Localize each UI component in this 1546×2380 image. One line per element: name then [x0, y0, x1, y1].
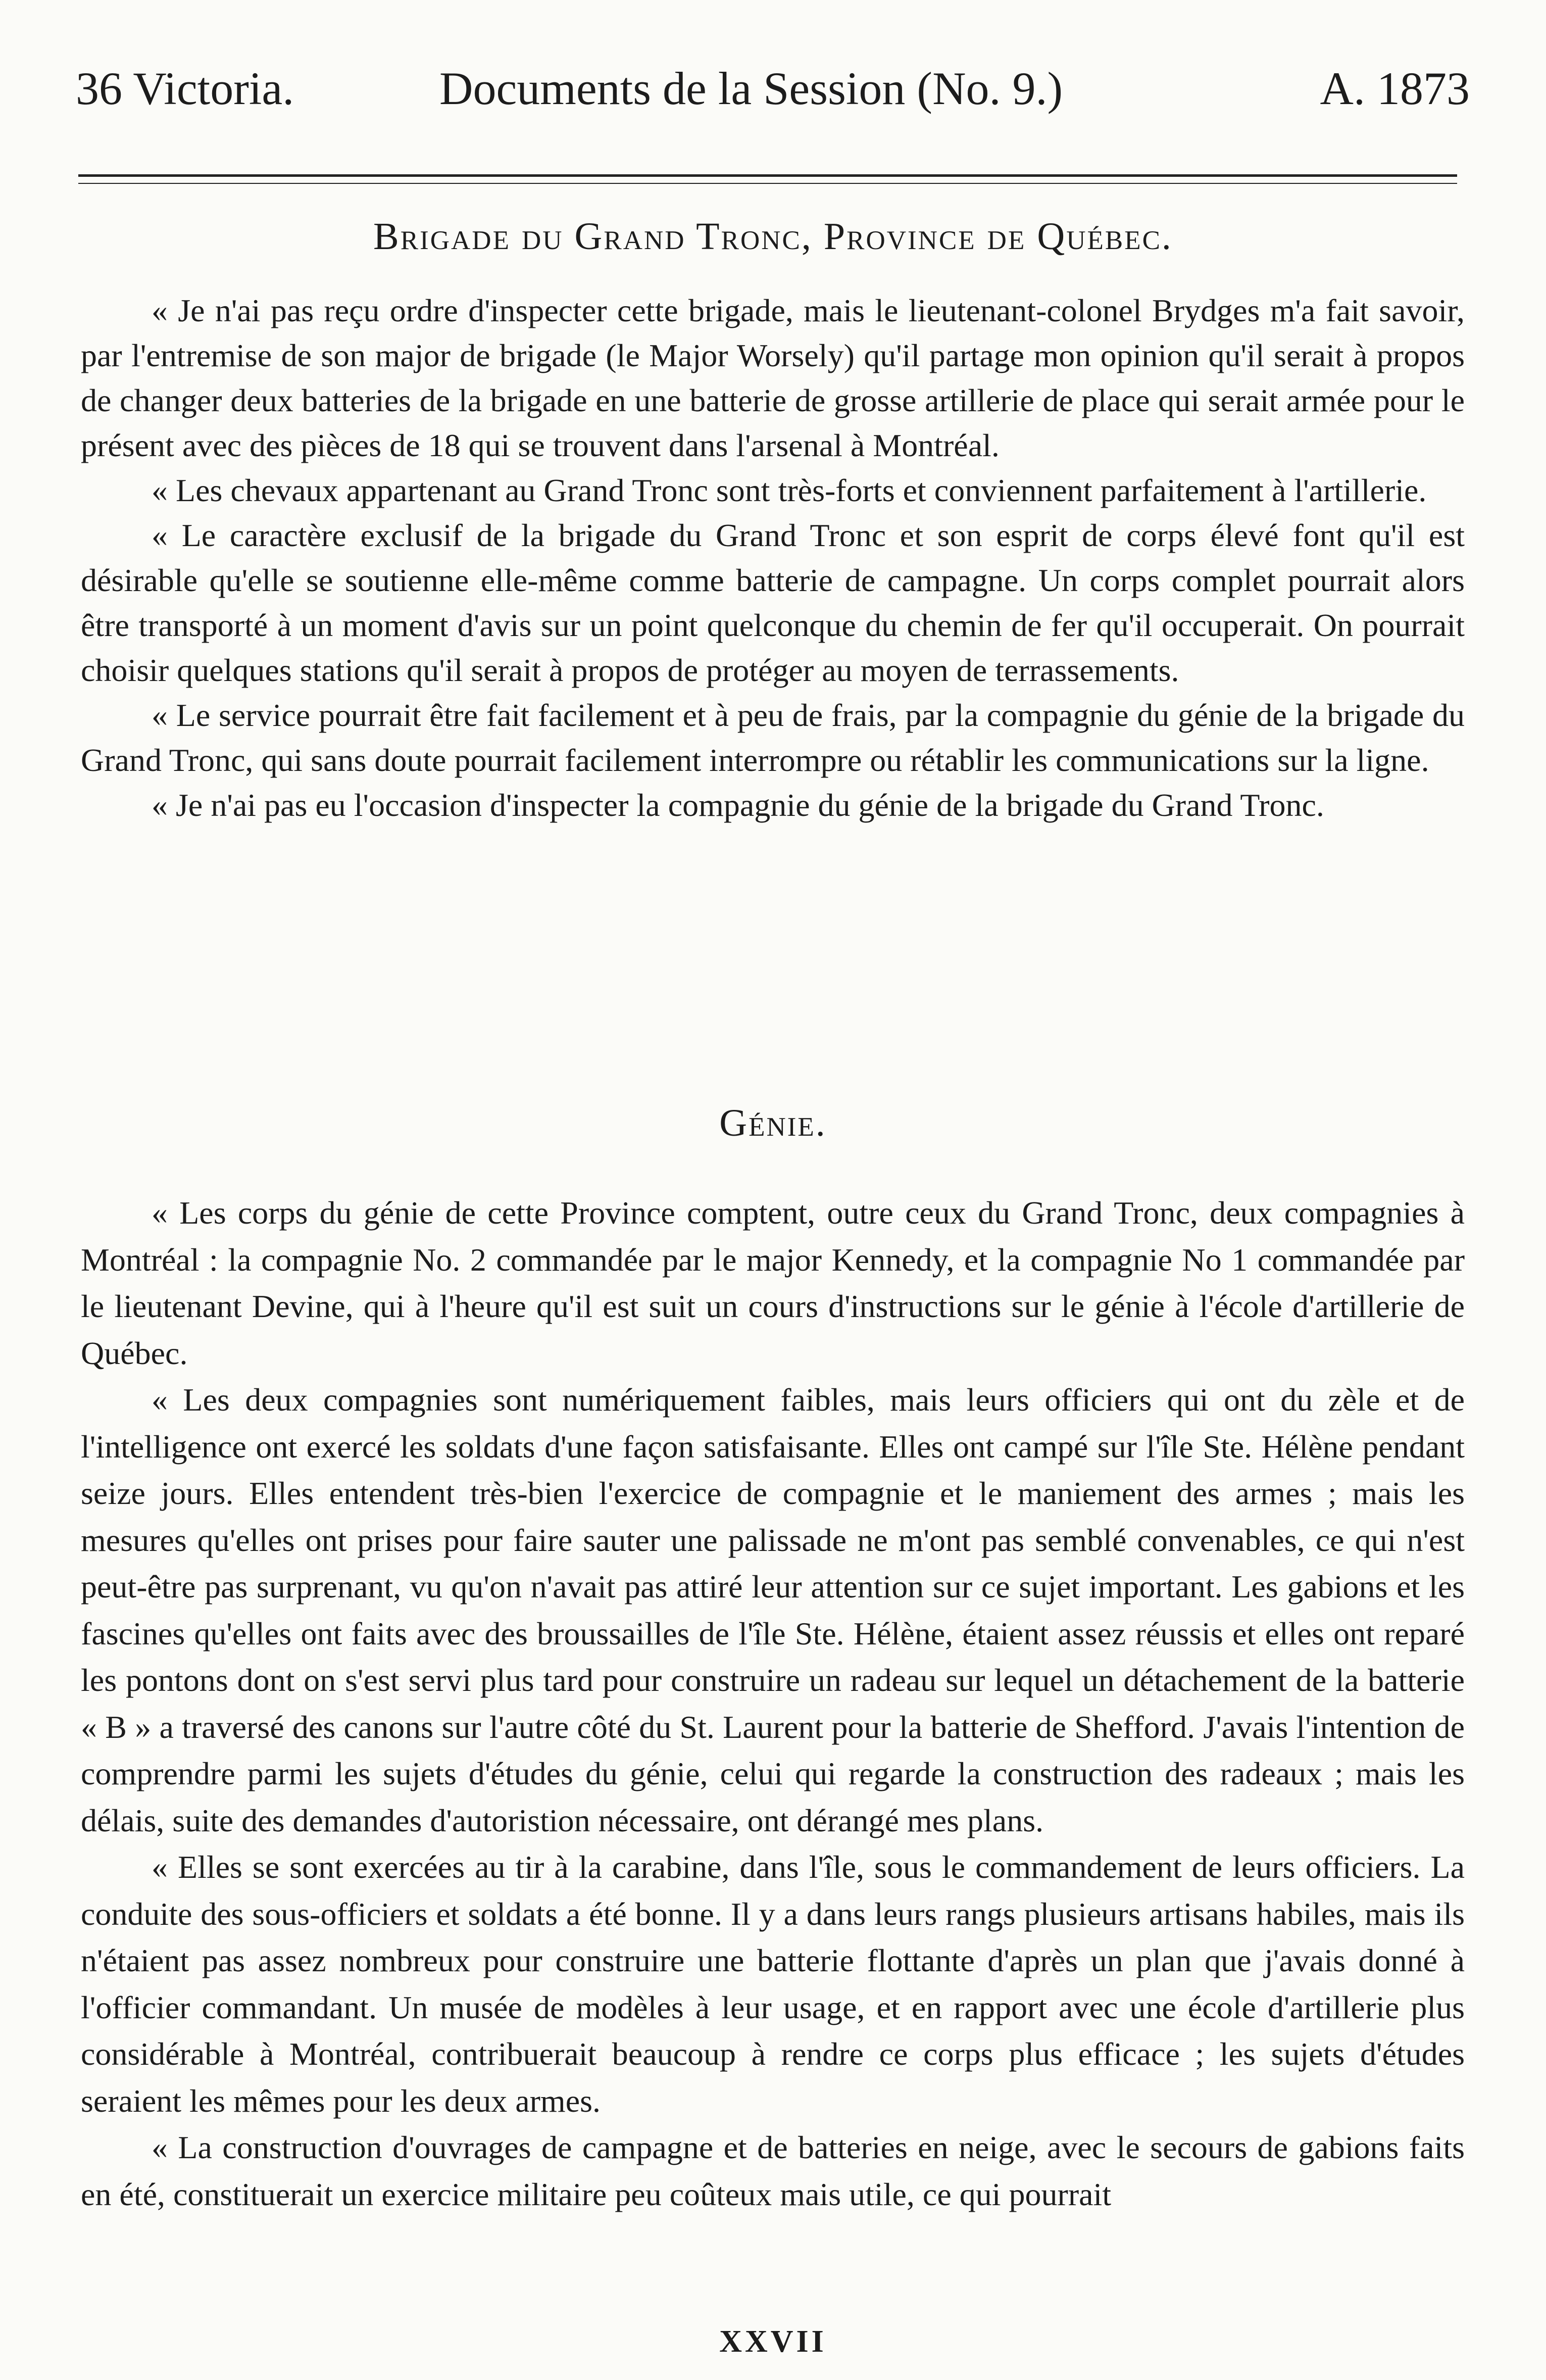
paragraph: « Je n'ai pas reçu ordre d'inspecter cette brigade, mais le lieutenant-colonel Brydges m'a fait savoir, par l'entremise de son major de brigade (le Major Worsely) qu'il partage mon opinion qu'il serait à propos de changer deux batteries de la brigade en une batterie de grosse artillerie de place qui serait armée pour le présent avec des pièces de 18 qui se trouvent dans l'arsenal à Montréal.	[81, 293, 1465, 463]
header-rule-thin	[78, 183, 1457, 184]
paragraph: « Les deux compagnies sont numériquement faibles, mais leurs officiers qui ont du zèle et de l'intelligence ont exercé les soldats d'une façon satisfaisante. Elles ont campé sur l'île Ste. Hélène pendant seize jours. Elles entendent très-bien l'exercice de compagnie et le maniement des armes ; mais les mesures qu'elles ont prises pour faire sauter une palissade ne m'ont pas semblé convenables, ce qui n'est peut-être pas surprenant, vu qu'on n'avait pas attiré leur attention sur ce sujet important. Les gabions et les fascines qu'elles ont faits avec des broussailles de l'île Ste. Hélène, étaient assez réussis et elles ont reparé les pontons dont on s'est servi plus tard pour construire un radeau sur lequel un détachement de la batterie « B » a traversé des canons sur l'autre côté du St. Laurent pour la batterie de Shefford. J'avais l'intention de comprendre parmi les sujets d'études du génie, celui qui regarde la construction des radeaux ; mais les délais, suite des demandes d'autoristion nécessaire, ont dérangé mes plans.	[81, 1382, 1465, 1838]
section-heading-grand-tronc: Brigade du Grand Tronc, Province de Québec.	[373, 215, 1173, 258]
paragraph: « Elles se sont exercées au tir à la carabine, dans l'île, sous le commandement de leurs officiers. La conduite des sous-officiers et soldats a été bonne. Il y a dans leurs rangs plusieurs artisans habiles, mais ils n'étaient pas assez nombreux pour construire une batterie flottante d'après un plan que j'avais donné à l'officier commandant. Un musée de modèles à leur usage, et en rapport avec une école d'artillerie plus considérable à Montréal, contribuerait beaucoup à rendre ce corps plus efficace ; les sujets d'études seraient les mêmes pour les deux armes.	[81, 1849, 1465, 2119]
header-title: Documents de la Session (No. 9.)	[439, 63, 1063, 114]
paragraph: « Je n'ai pas eu l'occasion d'inspecter la compagnie du génie de la brigade du Grand Tronc.	[152, 787, 1324, 823]
header-volume: 36 Victoria.	[76, 63, 294, 114]
paragraph: « La construction d'ouvrages de campagne et de batteries en neige, avec le secours de gabions faits en été, constituerait un exercice militaire peu coûteux mais utile, ce qui pourrait	[81, 2129, 1465, 2212]
paragraph: « Le caractère exclusif de la brigade du Grand Tronc et son esprit de corps élevé font qu'il est désirable qu'elle se soutienne elle-même comme batterie de campagne. Un corps complet pourrait alors être transporté à un moment d'avis sur un point quelconque du chemin de fer qu'il occuperait. On pourrait choisir quelques stations qu'il serait à propos de protéger au moyen de terrassements.	[81, 517, 1465, 688]
paragraph: « Les chevaux appartenant au Grand Tronc sont très-forts et conviennent parfaitement à l'artillerie.	[152, 472, 1427, 508]
paragraph: « Les corps du génie de cette Province comptent, outre ceux du Grand Tronc, deux compagnies à Montréal : la compagnie No. 2 commandée par le major Kennedy, et la compagnie No 1 commandée par le lieutenant Devine, qui à l'heure qu'il est suit un cours d'instructions sur le génie à l'école d'artillerie de Québec.	[81, 1195, 1465, 1371]
section-body-genie	[81, 1190, 1465, 2218]
section-heading-genie: Génie.	[719, 1102, 827, 1144]
paragraph: « Le service pourrait être fait facilement et à peu de frais, par la compagnie du génie de la brigade du Grand Tronc, qui sans doute pourrait facilement interrompre ou rétablir les communications sur la ligne.	[81, 697, 1465, 778]
page-header	[76, 61, 1470, 116]
section-body-grand-tronc	[81, 288, 1465, 828]
header-rule-thick	[78, 174, 1457, 177]
header-year: A. 1873	[1320, 63, 1470, 114]
page-number: XXVII	[719, 2324, 827, 2359]
